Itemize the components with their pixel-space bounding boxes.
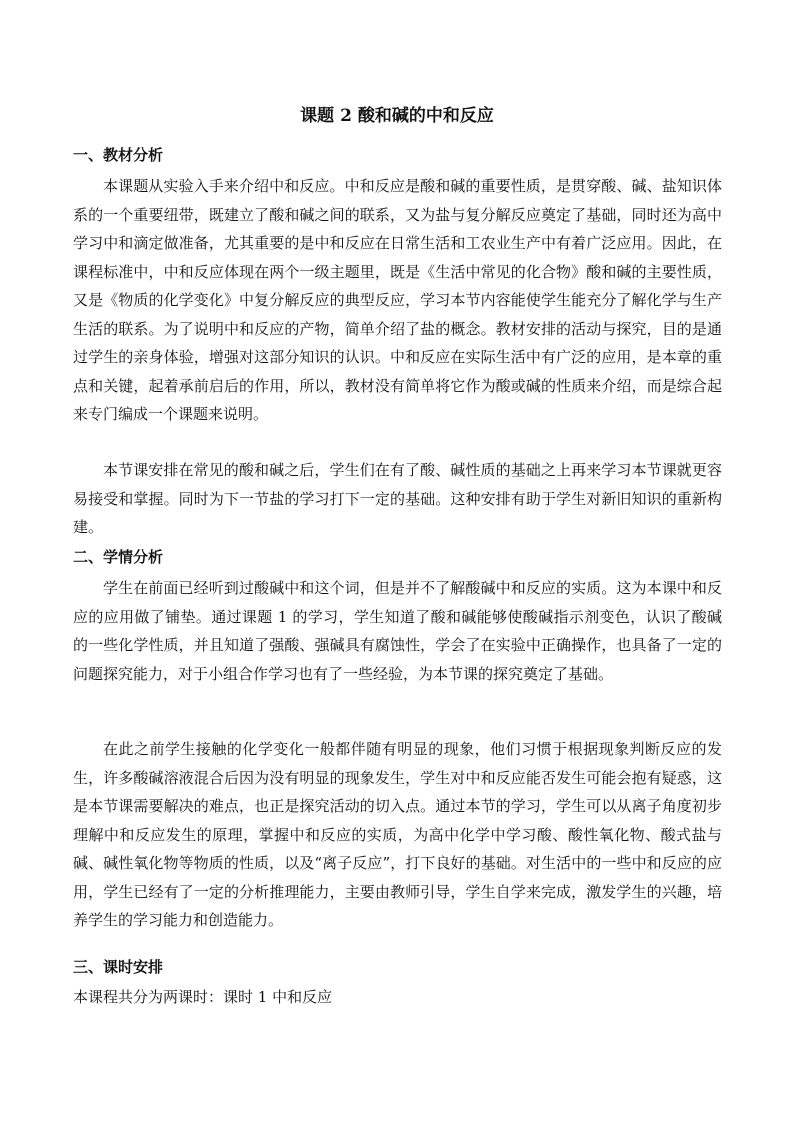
document-title: 课题 2 酸和碱的中和反应 [300,106,494,126]
paragraph-student-analysis-2: 在此之前学生接触的化学变化一般都伴随有明显的现象，他们习惯于根据现象判断反应的发生，许多酸碱溶液混合后因为没有明显的现象发生，学生对中和反应能否发生可能会抱有疑惑，这是本节课需要解决的难点，也正是探究活动的切入点。通过本节的学习，学生可以从离子角度初步理解中和反应发生的原理，掌握中和反应的实质，为高中化学中学习酸、酸性氧化物、酸式盐与碱、碱性氧化物等物质的性质，以及“离子反应”，打下良好的基础。对生活中的一些中和反应的应用，学生已经有了一定的分析推理能力，主要由教师引导，学生自学来完成，激发学生的兴趣，培养学生的学习能力和创造能力。 [73,740,722,929]
section-heading-schedule: 三、课时安排 [73,958,164,976]
paragraph-textbook-analysis-1: 本课题从实验入手来介绍中和反应。中和反应是酸和碱的重要性质，是贯穿酸、碱、盐知识体系的一个重要纽带，既建立了酸和碱之间的联系，又为盐与复分解反应奠定了基础，同时还为高中学习中和滴定做准备，尤其重要的是中和反应在日常生活和工农业生产中有着广泛应用。因此，在课程标准中，中和反应体现在两个一级主题里，既是《生活中常见的化合物》酸和碱的主要性质，又是《物质的化学变化》中复分解反应的典型反应，学习本节内容能使学生能充分了解化学与生产生活的联系。为了说明中和反应的产物，简单介绍了盐的概念。教材安排的活动与探究，目的是通过学生的亲身体验，增强对这部分知识的认识。中和反应在实际生活中有广泛的应用，是本章的重点和关键，起着承前启后的作用，所以，教材没有简单将它作为酸或碱的性质来介绍，而是综合起来专门编成一个课题来说明。 [73,177,722,423]
paragraph-textbook-analysis-2: 本节课安排在常见的酸和碱之后，学生们在有了酸、碱性质的基础之上再来学习本节课就更容易接受和掌握。同时为下一节盐的学习打下一定的基础。这种安排有助于学生对新旧知识的重新构建。 [73,461,722,536]
section-heading-student-analysis: 二、学情分析 [73,548,164,566]
section-heading-textbook-analysis: 一、教材分析 [73,146,164,164]
schedule-line: 本课程共分为两课时：课时 1 中和反应 [73,988,333,1006]
paragraph-student-analysis-1: 学生在前面已经听到过酸碱中和这个词，但是并不了解酸碱中和反应的实质。这为本课中和反应的应用做了铺垫。通过课题 1 的学习，学生知道了酸和碱能够使酸碱指示剂变色，认识了酸碱的一些化学性质，并且知道了强酸、强碱具有腐蚀性，学会了在实验中正确操作，也具备了一定的问题探究能力，对于小组合作学习也有了一些经验，为本节课的探究奠定了基础。 [73,579,722,683]
